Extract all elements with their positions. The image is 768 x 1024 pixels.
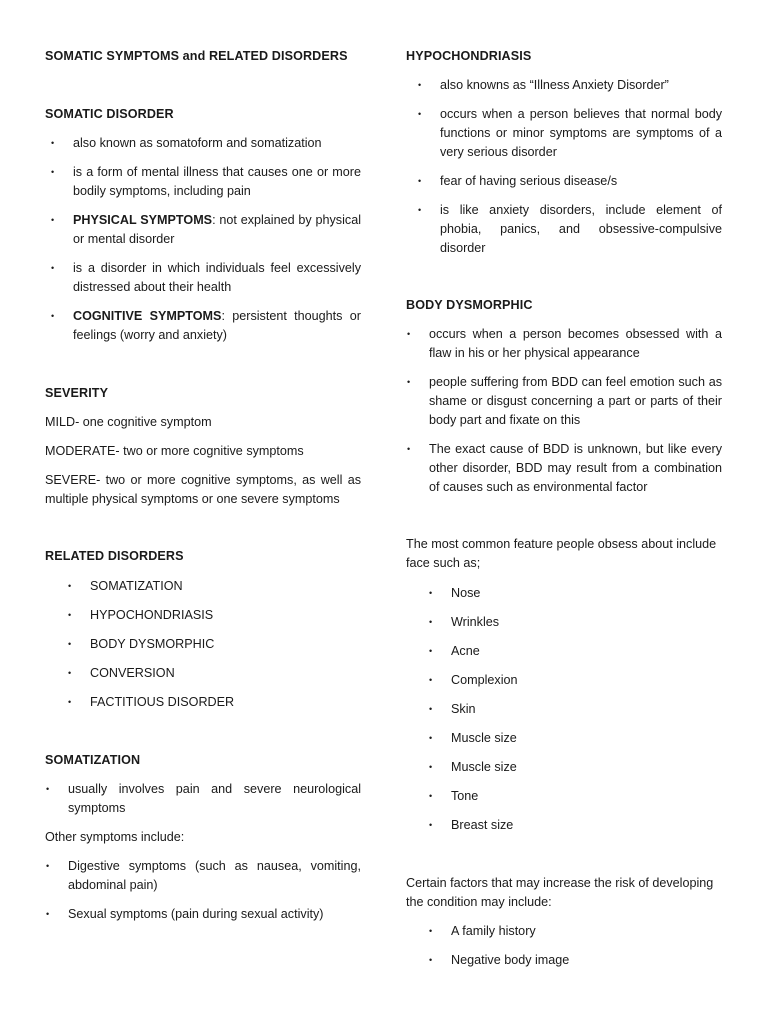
list-item: • Acne	[406, 642, 722, 661]
list-item: • Digestive symptoms (such as nausea, vomiting, abdominal pain)	[46, 859, 361, 892]
severity-severe: SEVERE- two or more cognitive symptoms, as well as multiple physical symptoms or one severe symptoms	[45, 473, 361, 506]
list-item: • usually involves pain and severe neurological symptoms	[46, 782, 361, 815]
bullet-icon: •	[68, 581, 72, 591]
bullet-icon: •	[46, 909, 50, 919]
list-item: • SOMATIZATION	[45, 577, 361, 596]
bullet-icon: •	[429, 675, 433, 685]
bullet-icon: •	[429, 617, 433, 627]
body-dysmorphic-section	[406, 296, 722, 315]
somatization-list	[45, 780, 361, 818]
body-dysmorphic-heading: BODY DYSMORPHIC	[406, 298, 533, 312]
list-item: • Tone	[406, 787, 722, 806]
list-item: • A family history	[406, 922, 722, 941]
related-disorders-section	[45, 547, 361, 566]
list-item: • Skin	[406, 700, 722, 719]
bullet-icon: •	[68, 610, 72, 620]
document-title: SOMATIC SYMPTOMS and RELATED DISORDERS	[45, 49, 348, 63]
list-item: • HYPOCHONDRIASIS	[45, 606, 361, 625]
somatization-heading: SOMATIZATION	[45, 753, 141, 767]
cognitive-symptoms-term: COGNITIVE SYMPTOMS	[73, 309, 222, 323]
list-item: • Negative body image	[406, 951, 722, 970]
bullet-icon: •	[51, 167, 55, 177]
severity-moderate: MODERATE- two or more cognitive symptoms	[45, 444, 304, 458]
list-item: • occurs when a person believes that normal body functions or minor symptoms are symptoms of a very serious disorder	[418, 107, 722, 159]
list-item: • BODY DYSMORPHIC	[45, 635, 361, 654]
bullet-icon: •	[429, 926, 433, 936]
bullet-icon: •	[418, 80, 422, 90]
bullet-icon: •	[418, 109, 422, 119]
list-item: • Sexual symptoms (pain during sexual activity)	[45, 905, 361, 924]
severity-heading: SEVERITY	[45, 386, 109, 400]
list-item: • FACTITIOUS DISORDER	[45, 693, 361, 712]
bullet-icon: •	[429, 588, 433, 598]
bullet-icon: •	[429, 820, 433, 830]
hypochondriasis-heading: HYPOCHONDRIASIS	[406, 49, 532, 63]
bullet-icon: •	[68, 668, 72, 678]
bullet-icon: •	[407, 444, 411, 454]
bullet-icon: •	[68, 639, 72, 649]
list-item: • Complexion	[406, 671, 722, 690]
somatic-disorder-heading: SOMATIC DISORDER	[45, 107, 174, 121]
hypochondriasis-list	[406, 76, 722, 258]
features-list	[406, 584, 722, 835]
list-item: • COGNITIVE SYMPTOMS: persistent thoughts or feelings (worry and anxiety)	[51, 309, 361, 342]
risk-intro-block	[406, 874, 722, 912]
bullet-icon: •	[429, 791, 433, 801]
list-item: • PHYSICAL SYMPTOMS: not explained by physical or mental disorder	[51, 213, 361, 246]
list-item: • Nose	[406, 584, 722, 603]
severity-mild: MILD- one cognitive symptom	[45, 415, 212, 429]
bullet-icon: •	[51, 138, 55, 148]
somatic-disorder-section	[45, 105, 361, 124]
list-item: • people suffering from BDD can feel emotion such as shame or disgust concerning a part or parts of their body part and fixate on this	[407, 375, 722, 427]
related-disorders-heading: RELATED DISORDERS	[45, 549, 184, 563]
bullet-icon: •	[429, 762, 433, 772]
list-item: • The exact cause of BDD is unknown, but like every other disorder, BDD may result from a combination of causes such as environmental factor	[407, 442, 722, 494]
list-item: • also known as somatoform and somatization	[45, 134, 361, 153]
list-item: • CONVERSION	[45, 664, 361, 683]
list-item: • Wrinkles	[406, 613, 722, 632]
list-item: • is a form of mental illness that causes one or more bodily symptoms, including pain	[51, 165, 361, 198]
list-item: • fear of having serious disease/s	[406, 172, 722, 191]
somatization-section	[45, 751, 361, 770]
list-item: • occurs when a person becomes obsessed with a flaw in his or her physical appearance	[407, 327, 722, 360]
list-item: • is like anxiety disorders, include element of phobia, panics, and obsessive-compulsive disorder	[418, 203, 722, 255]
hypochondriasis-section	[406, 47, 722, 66]
list-item: • Muscle size	[406, 729, 722, 748]
risk-intro: Certain factors that may increase the risk of developing the condition may include:	[406, 876, 714, 909]
list-item: • also knowns as “Illness Anxiety Disorder”	[406, 76, 722, 95]
severity-section	[45, 384, 361, 403]
bullet-icon: •	[429, 955, 433, 965]
risk-list	[406, 922, 722, 970]
bullet-icon: •	[51, 311, 55, 321]
bullet-icon: •	[51, 263, 55, 273]
bullet-icon: •	[418, 176, 422, 186]
list-item: • Muscle size	[406, 758, 722, 777]
bullet-icon: •	[429, 733, 433, 743]
bullet-icon: •	[429, 646, 433, 656]
other-symptoms-list	[45, 857, 361, 924]
bullet-icon: •	[429, 704, 433, 714]
bullet-icon: •	[407, 329, 411, 339]
body-dysmorphic-list	[406, 325, 722, 497]
document-title-block	[45, 47, 361, 66]
other-symptoms-label: Other symptoms include:	[45, 830, 185, 844]
features-intro-block	[406, 535, 722, 573]
bullet-icon: •	[407, 377, 411, 387]
list-item: • Breast size	[406, 816, 722, 835]
bullet-icon: •	[51, 215, 55, 225]
other-symptoms-label-block	[45, 828, 361, 847]
bullet-icon: •	[46, 784, 50, 794]
features-intro: The most common feature people obsess about include face such as;	[406, 537, 717, 570]
severity-lines	[45, 413, 361, 509]
related-disorders-list	[45, 577, 361, 712]
physical-symptoms-term: PHYSICAL SYMPTOMS	[73, 213, 213, 227]
list-item: • is a disorder in which individuals feel excessively distressed about their health	[51, 261, 361, 294]
bullet-icon: •	[68, 697, 72, 707]
bullet-icon: •	[46, 861, 50, 871]
somatic-disorder-list	[45, 134, 361, 345]
bullet-icon: •	[418, 205, 422, 215]
